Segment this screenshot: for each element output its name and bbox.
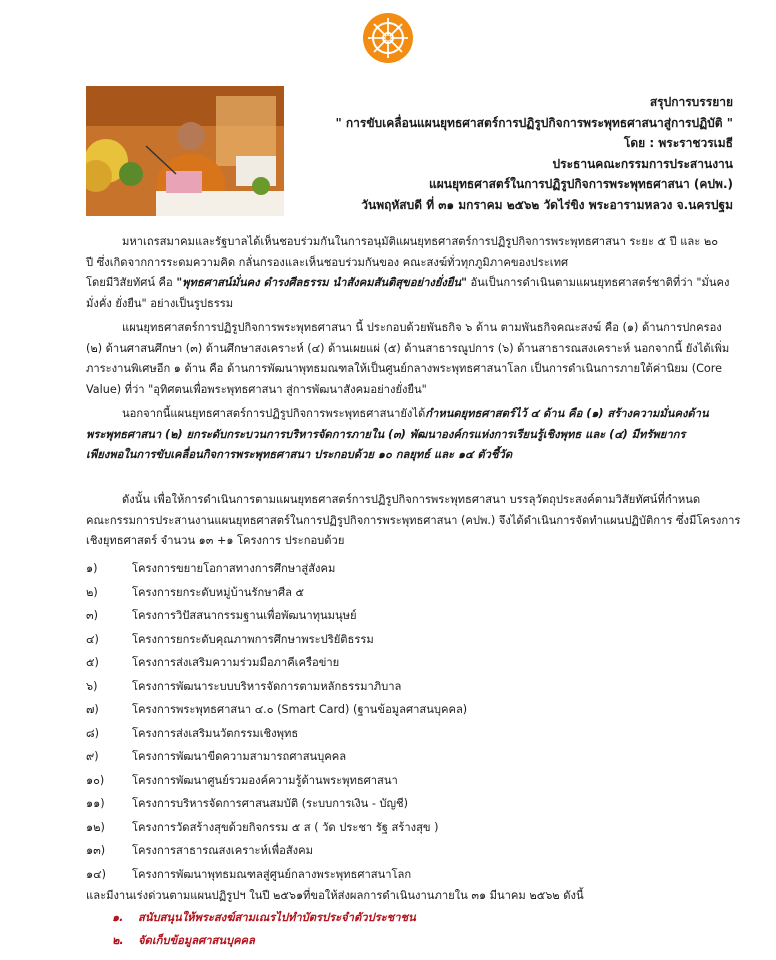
header-line: สรุปการบรรยาย bbox=[649, 95, 733, 109]
text-line: (๒) ด้านศาสนศึกษา (๓) ด้านศึกษาสงเคราะห์ (๔) ด้านเผยแผ่ (๕) ด้านสาธารณูปการ (๖) ด้านสาธารณสงเคราะห์ นอกจากนี้ ยังได้เพิ่ม bbox=[86, 341, 730, 355]
text-line: แผนยุทธศาสตร์การปฏิรูปกิจการพระพุทธศาสนา นี้ ประกอบด้วยพันธกิจ ๖ ด้าน ตามพันธกิจคณะสงฆ์ คือ (๑) ด้านการปกครอง bbox=[122, 321, 722, 334]
list-item: ๑๒) โครงการวัดสร้างสุขด้วยกิจกรรม ๕ ส ( วัด ประชา รัฐ สร้างสุข ) bbox=[86, 820, 439, 834]
vision-statement: "พุทธศาสน์มั่นคง ดำรงศีลธรรม นำสังคมสันติสุขอย่างยั่งยืน" bbox=[176, 276, 467, 289]
header-line: " การขับเคลื่อนแผนยุทธศาสตร์การปฏิรูปกิจการพระพุทธศาสนาสู่การปฏิบัติ " bbox=[335, 115, 733, 130]
header-line: แผนยุทธศาสตร์ในการปฏิรูปกิจการพระพุทธศาสนา (คปพ.) bbox=[429, 177, 733, 191]
header-line: โดย : พระราชวรเมธี bbox=[623, 136, 733, 150]
text-line: ภาระงานพิเศษอีก ๑ ด้าน คือ ด้านการพัฒนาพุทธมณฑลให้เป็นศูนย์กลางพระพุทธศาสนาโลก เป็นการดำเนินการภายใต้ค่านิยม (Core bbox=[86, 362, 722, 375]
list-item: ๙) โครงการพัฒนาขีดความสามารถศาสนบุคคล bbox=[86, 750, 347, 763]
list-item: ๑๐) โครงการพัฒนาศูนย์รวมองค์ความรู้ด้านพระพุทธศาสนา bbox=[86, 773, 398, 787]
text-segment: โดยมีวิสัยทัศน์ คือ bbox=[86, 276, 177, 289]
urgent-intro: และมีงานเร่งด่วนตามแผนปฏิรูปฯ ในปี ๒๕๖๑ที่ขอให้ส่งผลการดำเนินงานภายใน ๓๑ มีนาคม ๒๕๖๒ ดังนี้ bbox=[86, 889, 584, 902]
list-item: ๓) โครงการวิปัสสนากรรมฐานเพื่อพัฒนาทุนมนุษย์ bbox=[86, 609, 357, 622]
urgent-item: ๑. สนับสนุนให้พระสงฆ์สามเณรไปทำบัตรประจำตัวประชาชน bbox=[112, 911, 416, 924]
strategy-emphasis: เพียงพอในการขับเคลื่อนกิจการพระพุทธศาสนา ประกอบด้วย ๑๐ กลยุทธ์ และ ๑๔ ตัวชี้วัด bbox=[86, 448, 513, 461]
paragraph-action-plan bbox=[86, 490, 741, 552]
paragraph-intro bbox=[86, 232, 734, 314]
list-item: ๖) โครงการพัฒนาระบบบริหารจัดการตามหลักธรรมาภิบาล bbox=[86, 679, 402, 693]
text-line: ดังนั้น เพื่อให้การดำเนินการตามแผนยุทธศาสตร์การปฏิรูปกิจการพระพุทธศาสนา บรรลุวัตถุประสงค์ตามวิสัยทัศน์ที่กำหนด bbox=[122, 493, 701, 506]
text-line: Value) ที่ว่า "อุทิศตนเพื่อพระพุทธศาสนา สู่การพัฒนาสังคมอย่างยั่งยืน" bbox=[86, 382, 427, 396]
paragraph-missions bbox=[86, 318, 734, 400]
header-line: วันพฤหัสบดี ที่ ๓๑ มกราคม ๒๕๖๒ วัดไร่ขิง พระอารามหลวง จ.นครปฐม bbox=[361, 197, 733, 212]
paragraph-strategies bbox=[86, 404, 734, 466]
text-line: คณะกรรมการประสานงานแผนยุทธศาสตร์ในการปฏิรูปกิจการพระพุทธศาสนา (คปพ.) จึงได้ดำเนินการจัดทำแผนปฏิบัติการ ซึ่งมีโครงการ bbox=[86, 513, 741, 527]
dharma-wheel-logo bbox=[362, 12, 414, 64]
text-line: มหาเถรสมาคมและรัฐบาลได้เห็นชอบร่วมกันในการอนุมัติแผนยุทธศาสตร์การปฏิรูปกิจการพระพุทธศาสนา ระยะ ๕ ปี และ ๒๐ bbox=[122, 235, 719, 248]
list-item: ๑๔) โครงการพัฒนาพุทธมณฑลสู่ศูนย์กลางพระพุทธศาสนาโลก bbox=[86, 867, 412, 881]
text-line: มั่งคั่ง ยั่งยืน" อย่างเป็นรูปธรรม bbox=[86, 296, 234, 310]
speaker-photo bbox=[86, 86, 284, 216]
list-item: ๕) โครงการส่งเสริมความร่วมมือภาคีเครือข่าย bbox=[86, 656, 340, 669]
strategy-emphasis: กำหนดยุทธศาสตร์ไว้ ๔ ด้าน คือ (๑) สร้างความมั่นคงด้าน bbox=[425, 407, 709, 420]
text-segment: นอกจากนี้แผนยุทธศาสตร์การปฏิรูปกิจการพระพุทธศาสนายังได้ bbox=[122, 407, 426, 420]
list-item: ๔) โครงการยกระดับคุณภาพการศึกษาพระปริยัติธรรม bbox=[86, 632, 374, 646]
text-line: ปี ซึ่งเกิดจากการระดมความคิด กลั่นกรองและเห็นชอบร่วมกันของ คณะสงฆ์ทั่วทุกภูมิภาคของประเทศ bbox=[86, 255, 569, 269]
strategy-emphasis: พระพุทธศาสนา (๒) ยกระดับกระบวนการบริหารจัดการภายใน (๓) พัฒนาองค์กรแห่งการเรียนรู้เชิงพุทธ และ (๔) มีทรัพยากร bbox=[86, 427, 686, 441]
list-item: ๑) โครงการขยายโอกาสทางการศึกษาสู่สังคม bbox=[86, 562, 336, 575]
project-list bbox=[86, 557, 686, 886]
text-segment: อันเป็นการดำเนินตามแผนยุทธศาสตร์ชาติที่ว่า "มั่นคง bbox=[466, 276, 730, 289]
list-item: ๒) โครงการยกระดับหมู่บ้านรักษาศีล ๕ bbox=[86, 585, 304, 599]
lecture-header bbox=[273, 92, 733, 215]
list-item: ๘) โครงการส่งเสริมนวัตกรรมเชิงพุทธ bbox=[86, 726, 299, 740]
urgent-item: ๒. จัดเก็บข้อมูลศาสนบุคคล bbox=[112, 934, 255, 947]
text-line: เชิงยุทธศาสตร์ จำนวน ๑๓ +๑ โครงการ ประกอบด้วย bbox=[86, 534, 345, 547]
list-item: ๑๑) โครงการบริหารจัดการศาสนสมบัติ (ระบบการเงิน - บัญชี) bbox=[86, 797, 409, 810]
header-line: ประธานคณะกรรมการประสานงาน bbox=[552, 156, 733, 171]
dharma-wheel-icon bbox=[362, 12, 414, 64]
list-item: ๗) โครงการพระพุทธศาสนา ๔.๐ (Smart Card) (ฐานข้อมูลศาสนบุคคล) bbox=[86, 703, 468, 716]
list-item: ๑๓) โครงการสาธารณสงเคราะห์เพื่อสังคม bbox=[86, 844, 313, 857]
